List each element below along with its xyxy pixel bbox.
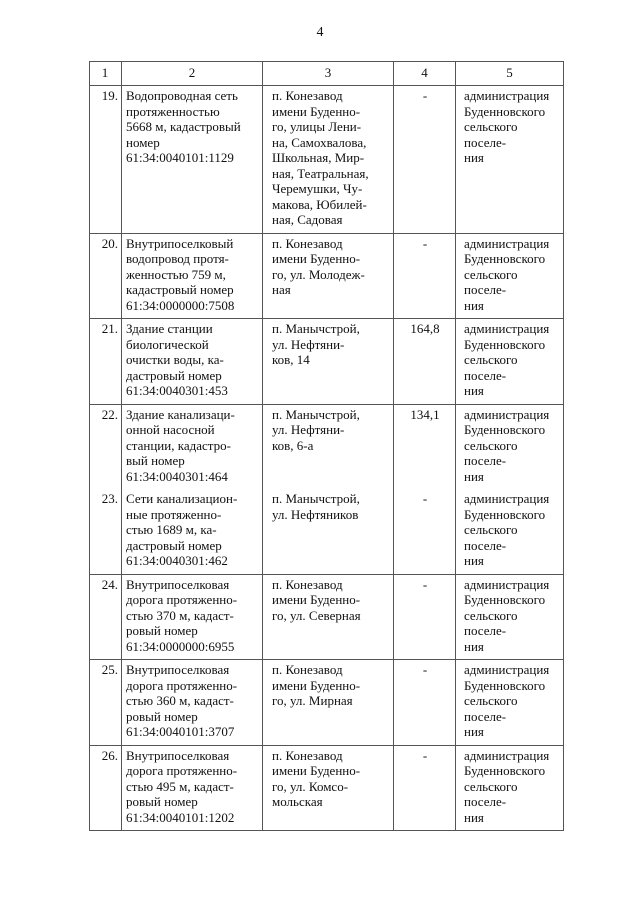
header-col-2: 2 [122,62,263,86]
row-number: 20. [90,233,122,319]
table-row [90,489,564,574]
property-table [89,61,564,831]
table-body [90,86,564,831]
table-row [90,745,564,831]
object-name: Внутрипоселковый водопровод протя- женностью 759 м, кадастровый номер 61:34:0000000:7508 [122,233,263,319]
object-address: п. Манычстрой, ул. Нефтяни- ков, 6-а [263,404,394,489]
object-owner: администрация Буденновского сельского поселе- ния [456,404,564,489]
object-area: 134,1 [394,404,456,489]
object-address: п. Манычстрой, ул. Нефтяни- ков, 14 [263,319,394,405]
object-area: - [394,660,456,746]
row-number: 25. [90,660,122,746]
table-row [90,574,564,660]
object-area: - [394,233,456,319]
row-number: 26. [90,745,122,831]
object-area: - [394,489,456,574]
row-number: 21. [90,319,122,405]
object-area: - [394,86,456,234]
page-number: 4 [316,25,324,40]
object-name: Водопроводная сеть протяженностью 5668 м, кадастровый номер 61:34:0040101:1129 [122,86,263,234]
table-row [90,660,564,746]
row-number: 24. [90,574,122,660]
object-owner: администрация Буденновского сельского поселе- ния [456,319,564,405]
object-owner: администрация Буденновского сельского поселе- ния [456,574,564,660]
header-row [90,62,564,86]
header-col-1: 1 [90,62,122,86]
object-owner: администрация Буденновского сельского поселе- ния [456,745,564,831]
object-name: Внутрипоселковая дорога протяженно- стью 360 м, кадаст- ровый номер 61:34:0040101:3707 [122,660,263,746]
object-area: - [394,745,456,831]
object-address: п. Манычстрой, ул. Нефтяников [263,489,394,574]
object-address: п. Конезавод имени Буденно- го, ул. Мирная [263,660,394,746]
header-col-3: 3 [263,62,394,86]
object-address: п. Конезавод имени Буденно- го, ул. Комсо- мольская [263,745,394,831]
row-number: 23. [90,489,122,574]
object-name: Сети канализацион- ные протяженно- стью 1689 м, ка- дастровый номер 61:34:0040301:462 [122,489,263,574]
table-row [90,319,564,405]
object-area: - [394,574,456,660]
row-number: 19. [90,86,122,234]
object-address: п. Конезавод имени Буденно- го, ул. Молодеж- ная [263,233,394,319]
table-header [90,62,564,86]
header-col-4: 4 [394,62,456,86]
object-owner: администрация Буденновского сельского поселе- ния [456,660,564,746]
object-owner: администрация Буденновского сельского поселе- ния [456,489,564,574]
table-row [90,86,564,234]
object-owner: администрация Буденновского сельского поселе- ния [456,86,564,234]
row-number: 22. [90,404,122,489]
object-owner: администрация Буденновского сельского поселе- ния [456,233,564,319]
table-row [90,404,564,489]
object-name: Здание канализаци- онной насосной станции, кадастро- вый номер 61:34:0040301:464 [122,404,263,489]
object-name: Здание станции биологической очистки воды, ка- дастровый номер 61:34:0040301:453 [122,319,263,405]
table-row [90,233,564,319]
object-name: Внутрипоселковая дорога протяженно- стью 370 м, кадаст- ровый номер 61:34:0000000:6955 [122,574,263,660]
object-area: 164,8 [394,319,456,405]
header-col-5: 5 [456,62,564,86]
object-name: Внутрипоселковая дорога протяженно- стью 495 м, кадаст- ровый номер 61:34:0040101:1202 [122,745,263,831]
object-address: п. Конезавод имени Буденно- го, улицы Лени- на, Самохвалова, Школьная, Мир- ная, Театральная, Черемушки, Чу- макова, Юбилей- ная, Садовая [263,86,394,234]
object-address: п. Конезавод имени Буденно- го, ул. Северная [263,574,394,660]
